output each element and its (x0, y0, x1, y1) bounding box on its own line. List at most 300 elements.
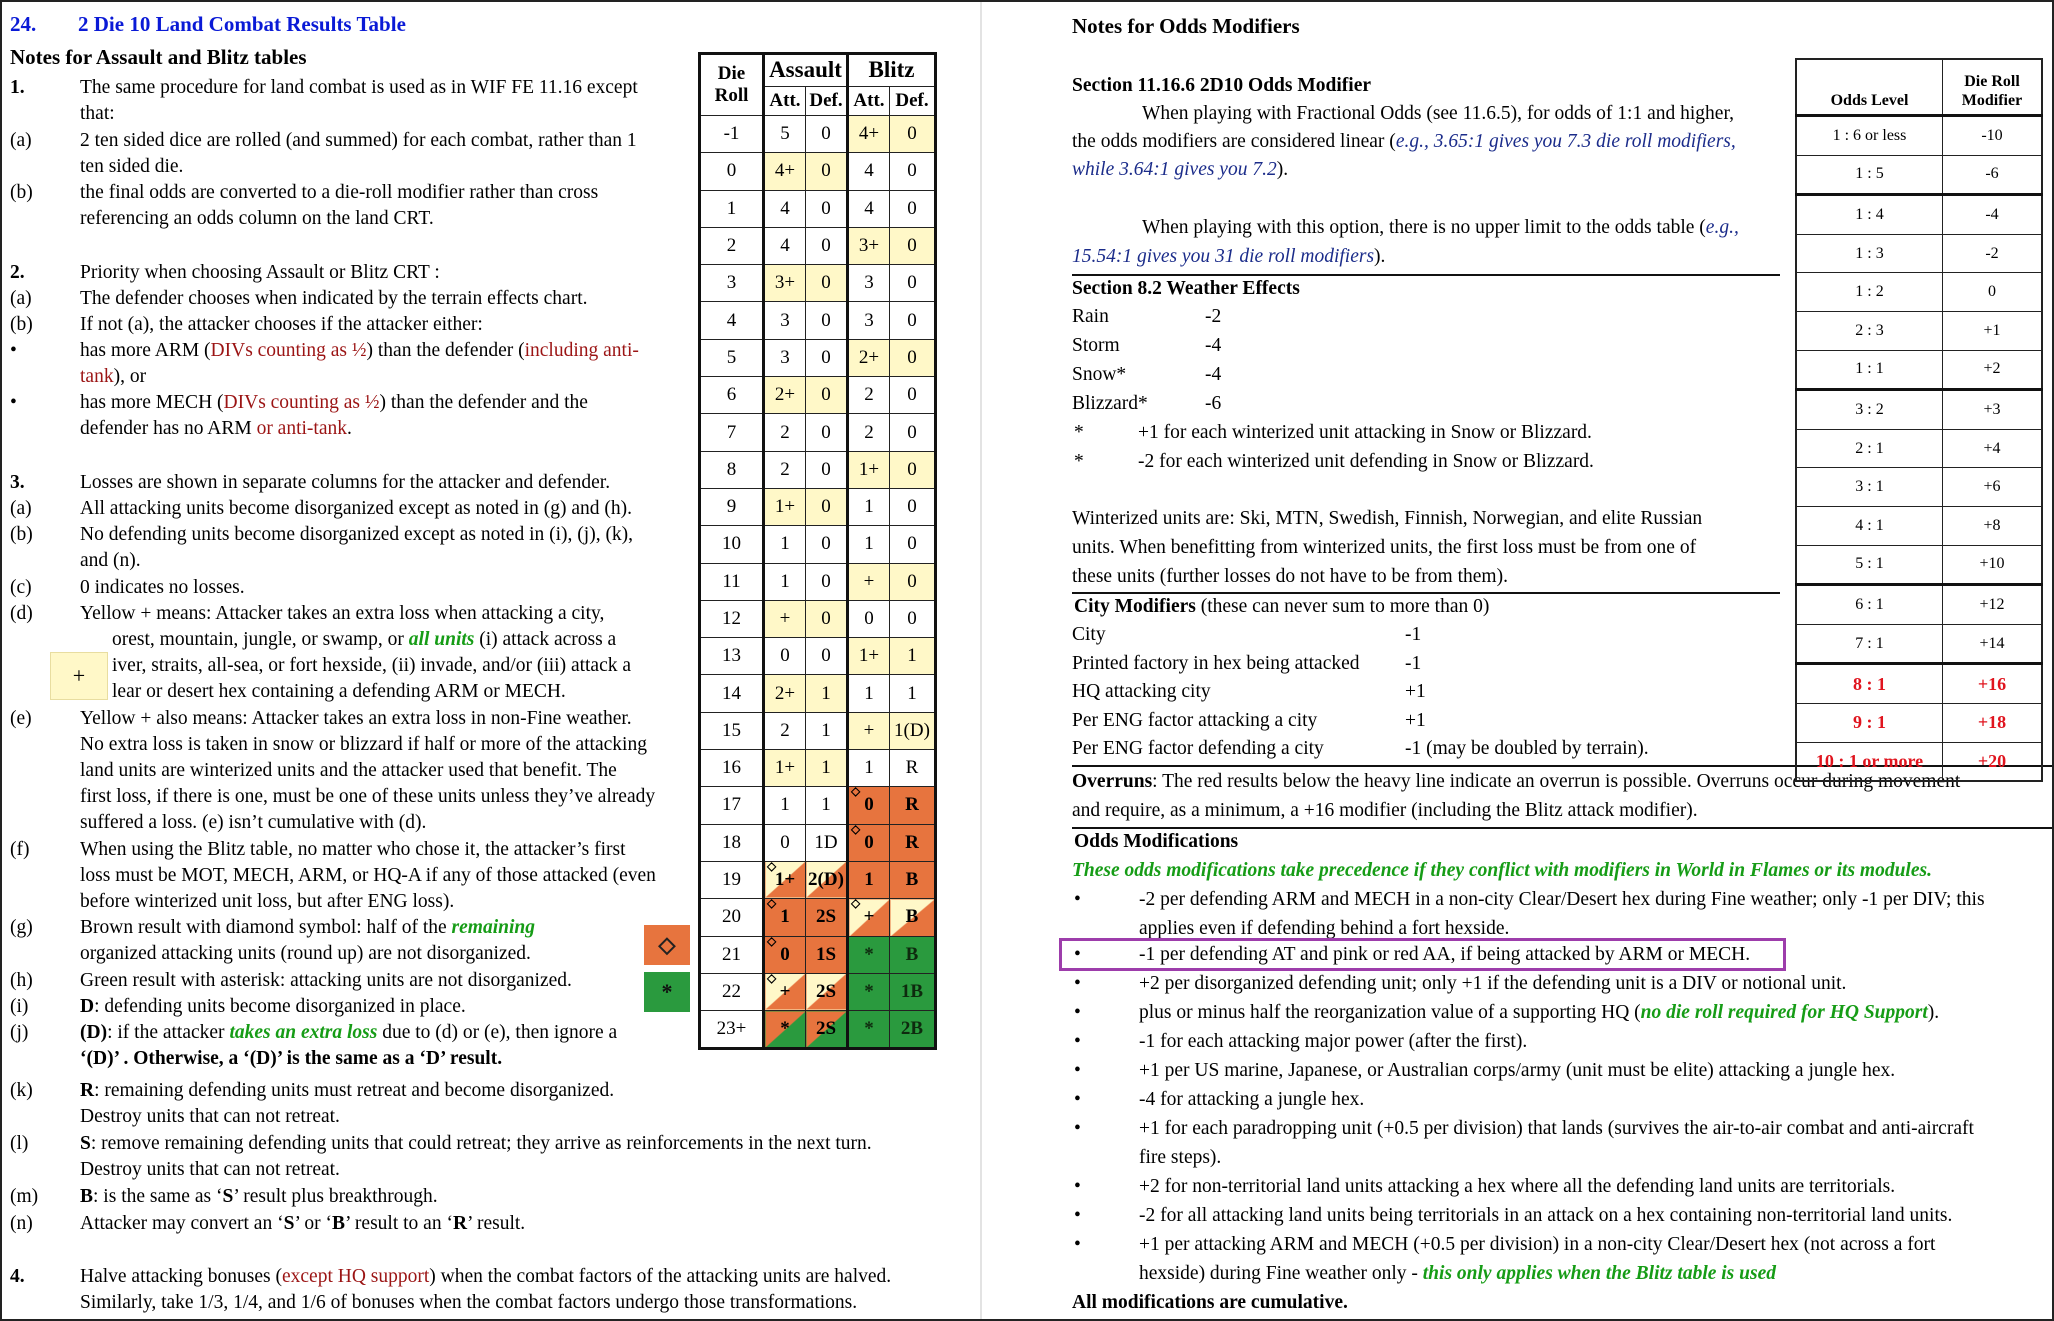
note-3f-line1: When using the Blitz table, no matter who chose it, the attacker’s first (80, 839, 626, 860)
blitz-def-cell: 1 (890, 675, 936, 712)
blitz-def-cell: 1B (890, 973, 936, 1010)
assault-att-cell: 4 (764, 190, 806, 227)
note-3f-line2: loss must be MOT, MECH, ARM, or HQ-A if any of those attacked (even (80, 865, 656, 886)
blitz-def-cell: R (890, 750, 936, 787)
note-2b-line1: If not (a), the attacker chooses if the attacker either: (80, 314, 483, 335)
note-2b-mark: (b) (10, 314, 33, 335)
odds-level-cell: 8 : 1 (1796, 664, 1943, 704)
crt-row (700, 265, 936, 302)
odds-level-cell: 1 : 4 (1796, 195, 1943, 235)
note-2-bullet1-line1: has more ARM (DIVs counting as ½) than the defender (including anti- (80, 340, 639, 361)
modifier-cell: -4 (1943, 195, 2043, 235)
assault-def-cell: 0 (806, 451, 848, 488)
odds-modifier-table (1795, 58, 2043, 782)
blitz-att-cell: + (848, 563, 890, 600)
crt-row (700, 526, 936, 563)
winterized-line3: these units (further losses do not have to be from them). (1072, 566, 1508, 587)
die-roll-cell: 13 (700, 638, 764, 675)
odds-row (1796, 468, 2042, 507)
section-number: 24. (10, 12, 37, 36)
note-4-line2: Similarly, take 1/3, 1/4, and 1/6 of bonuses when the combat factors undergo those transformations. (80, 1292, 858, 1313)
note-3d-line3: iver, straits, all-sea, or fort hexside, (ii) invade, and/or (iii) attack a (112, 655, 632, 676)
die-roll-cell: 2 (700, 227, 764, 264)
weather-star: * (1074, 451, 1084, 472)
blitz-def-cell: B (890, 936, 936, 973)
assault-att-cell: 1+ (764, 488, 806, 525)
section-11166-p5: 15.54:1 gives you 31 die roll modifiers). (1072, 246, 1386, 267)
die-roll-cell: -1 (700, 116, 764, 153)
note-2a-mark: (a) (10, 288, 32, 309)
modifier-cell: +14 (1943, 624, 2043, 664)
blitz-def-cell: 0 (890, 488, 936, 525)
blitz-def-cell: R (890, 787, 936, 824)
assault-def-cell: 0 (806, 526, 848, 563)
odds-modification-line: plus or minus half the reorganization value of a supporting HQ (no die roll required for HQ Support). (1139, 1002, 1940, 1023)
assault-att-cell: 1 (764, 563, 806, 600)
bullet: • (1074, 1205, 1081, 1226)
note-1a-line1: 2 ten sided dice are rolled (and summed) for each combat, rather than 1 (80, 130, 637, 151)
modifier-cell: +16 (1943, 664, 2043, 704)
assault-att-cell: + (764, 600, 806, 637)
blitz-att-cell: 4 (848, 190, 890, 227)
note-3-line1: Losses are shown in separate columns for the attacker and defender. (80, 472, 611, 493)
blitz-def-cell: 0 (890, 227, 936, 264)
crt-row (700, 824, 936, 861)
city-modifier: -1 (1405, 652, 1422, 674)
blitz-def-cell: 1 (890, 638, 936, 675)
bullet: • (1074, 1089, 1081, 1110)
bullet: • (1074, 973, 1081, 994)
assault-att-cell: ◇ + (764, 973, 806, 1010)
note-3j-mark: (j) (10, 1022, 29, 1043)
blitz-def-cell: 0 (890, 265, 936, 302)
blitz-att-cell: 1 (848, 750, 890, 787)
note-3d-line4: lear or desert hex containing a defending ARM or MECH. (112, 681, 566, 702)
blitz-att-cell: 2 (848, 377, 890, 414)
note-3d-mark: (d) (10, 603, 33, 624)
blitz-att-cell: 1+ (848, 451, 890, 488)
cumulative-note: All modifications are cumulative. (1072, 1292, 1348, 1313)
blitz-header: Blitz (848, 54, 936, 87)
asterisk-legend-icon: * (644, 972, 690, 1012)
assault-def-cell: 0 (806, 377, 848, 414)
bullet: • (10, 392, 17, 413)
section-82-head: Section 8.2 Weather Effects (1072, 278, 1300, 299)
note-1-line2: that: (80, 103, 115, 124)
note-3h-mark: (h) (10, 970, 33, 991)
crt-row (700, 861, 936, 898)
odds-modification-line: -2 for all attacking land units being territorials in an attack on a hex containing non-territorial land units. (1139, 1205, 1953, 1226)
weather-note-2: -2 for each winterized unit defending in Snow or Blizzard. (1138, 451, 1594, 472)
assault-def-cell: 2(D) (806, 861, 848, 898)
die-roll-cell: 10 (700, 526, 764, 563)
die-roll-cell: 11 (700, 563, 764, 600)
assault-def-cell: 0 (806, 153, 848, 190)
odds-modification-line: +1 per US marine, Japanese, or Australian corps/army (unit must be elite) attacking a jungle hex. (1139, 1060, 1896, 1081)
note-2-line1: Priority when choosing Assault or Blitz CRT : (80, 262, 440, 283)
die-roll-cell: 23+ (700, 1011, 764, 1049)
odds-row (1796, 742, 2042, 781)
assault-def-cell: 0 (806, 116, 848, 153)
bullet: • (1074, 889, 1081, 910)
assault-def-cell: 1 (806, 712, 848, 749)
die-roll-cell: 4 (700, 302, 764, 339)
modifier-cell: +20 (1943, 742, 2043, 781)
assault-def-cell: 1 (806, 750, 848, 787)
city-modifiers-head: City Modifiers (these can never sum to more than 0) (1074, 596, 1490, 617)
note-3e-line1: Yellow + also means: Attacker takes an extra loss in non-Fine weather. (80, 708, 632, 729)
assault-header: Assault (764, 54, 848, 87)
die-roll-cell: 5 (700, 339, 764, 376)
weather-type: Rain (1072, 306, 1109, 327)
assault-def-header: Def. (806, 86, 848, 115)
note-2-bullet1-line2: tank), or (80, 366, 147, 387)
blitz-att-cell: * (848, 973, 890, 1010)
assault-def-cell: 1 (806, 787, 848, 824)
bullet: • (1074, 1118, 1081, 1139)
assault-att-cell: 4 (764, 227, 806, 264)
overrun-line2: and require, as a minimum, a +16 modifier (including the Blitz attack modifier). (1072, 800, 1698, 821)
note-4-num: 4. (10, 1266, 25, 1287)
blitz-def-cell: 0 (890, 451, 936, 488)
blitz-att-cell: + (848, 712, 890, 749)
assault-def-cell: 0 (806, 638, 848, 675)
assault-def-cell: 2S (806, 1011, 848, 1049)
weather-modifier: -4 (1205, 335, 1222, 356)
crt-row (700, 787, 936, 824)
note-3k-mark: (k) (10, 1080, 33, 1101)
odds-row (1796, 429, 2042, 468)
die-roll-cell: 12 (700, 600, 764, 637)
assault-att-cell: 1 (764, 526, 806, 563)
die-roll-cell: 9 (700, 488, 764, 525)
assault-def-cell: 1D (806, 824, 848, 861)
odds-modification-line: +2 for non-territorial land units attacking a hex where all the defending land units are territorials. (1139, 1176, 1896, 1197)
crt-row (700, 1011, 936, 1049)
blitz-def-cell: 0 (890, 190, 936, 227)
modifier-cell: +2 (1943, 350, 2043, 390)
city-condition: Printed factory in hex being attacked (1072, 652, 1360, 674)
assault-att-cell: ◇ 1 (764, 899, 806, 936)
section-11166-head: Section 11.16.6 2D10 Odds Modifier (1072, 75, 1372, 96)
assault-att-cell: 3+ (764, 265, 806, 302)
blitz-def-cell: R (890, 824, 936, 861)
blitz-att-cell: 3 (848, 265, 890, 302)
odds-row (1796, 234, 2042, 273)
odds-row (1796, 545, 2042, 585)
blitz-def-cell: 0 (890, 600, 936, 637)
city-condition: City (1072, 624, 1106, 645)
note-1b-line2: referencing an odds column on the land CRT. (80, 208, 434, 229)
city-modifier: -1 (1405, 624, 1422, 645)
blitz-att-cell: 1+ (848, 638, 890, 675)
blitz-att-cell: 3 (848, 302, 890, 339)
weather-modifier: -6 (1205, 393, 1222, 414)
assault-att-cell: 2 (764, 712, 806, 749)
note-3a-line1: All attacking units become disorganized except as noted in (g) and (h). (80, 498, 632, 519)
odds-modification-line: -2 per defending ARM and MECH in a non-city Clear/Desert hex during Fine weather; only -1 per DIV; this (1139, 889, 1985, 910)
crt-row (700, 638, 936, 675)
odds-row (1796, 273, 2042, 312)
blitz-att-cell: 0 (848, 600, 890, 637)
note-2-num: 2. (10, 262, 25, 283)
note-3k-line2: Destroy units that can not retreat. (80, 1106, 340, 1127)
modifier-cell: +4 (1943, 429, 2043, 468)
die-roll-cell: 20 (700, 899, 764, 936)
note-3n-mark: (n) (10, 1213, 33, 1234)
notes-heading: Notes for Assault and Blitz tables (10, 45, 307, 69)
crt-row (700, 712, 936, 749)
die-roll-header: Die Roll (700, 54, 764, 116)
page-title: 2 Die 10 Land Combat Results Table (78, 12, 406, 36)
die-roll-cell: 0 (700, 153, 764, 190)
crt-body (700, 116, 936, 1049)
blitz-def-cell: 0 (890, 563, 936, 600)
note-3g-line1: Brown result with diamond symbol: half of the remaining (80, 917, 535, 938)
note-1b-mark: (b) (10, 182, 33, 203)
crt-row (700, 973, 936, 1010)
blitz-att-cell: * (848, 1011, 890, 1049)
odds-level-cell: 2 : 3 (1796, 311, 1943, 350)
odds-row (1796, 350, 2042, 390)
assault-def-cell: 1S (806, 936, 848, 973)
die-roll-cell: 19 (700, 861, 764, 898)
note-1a-mark: (a) (10, 130, 32, 151)
modifier-header: Die Roll Modifier (1943, 59, 2043, 116)
note-3b-line1: No defending units become disorganized except as noted in (i), (j), (k), (80, 524, 634, 545)
section-11166-p3: while 3.64:1 gives you 7.2). (1072, 159, 1289, 180)
blitz-att-cell: * (848, 936, 890, 973)
city-modifier: -1 (may be doubled by terrain). (1405, 738, 1649, 759)
odds-row (1796, 624, 2042, 664)
assault-def-cell: 2S (806, 899, 848, 936)
note-3m-line1: B: is the same as ‘S’ result plus breakthrough. (80, 1186, 438, 1207)
bullet: • (1074, 944, 1081, 965)
note-3c-line1: 0 indicates no losses. (80, 577, 245, 598)
assault-att-cell: ◇ 0 (764, 936, 806, 973)
blitz-def-cell: 0 (890, 526, 936, 563)
yellow-plus-legend: + (50, 652, 108, 700)
note-3m-mark: (m) (10, 1186, 39, 1207)
blitz-def-cell: B (890, 899, 936, 936)
odds-level-cell: 6 : 1 (1796, 585, 1943, 625)
blitz-def-cell: 2B (890, 1011, 936, 1049)
modifier-cell: +3 (1943, 390, 2043, 430)
die-roll-cell: 6 (700, 377, 764, 414)
blitz-att-cell: ◇ 0 (848, 824, 890, 861)
crt-row (700, 339, 936, 376)
odds-level-cell: 7 : 1 (1796, 624, 1943, 664)
note-3b-mark: (b) (10, 524, 33, 545)
assault-def-cell: 0 (806, 414, 848, 451)
modifier-cell: +8 (1943, 506, 2043, 545)
assault-att-cell: * (764, 1011, 806, 1049)
blitz-def-cell: 0 (890, 302, 936, 339)
note-3d-line1: Yellow + means: Attacker takes an extra loss when attacking a city, (80, 603, 605, 624)
bullet: • (1074, 1002, 1081, 1023)
city-modifier: +1 (1405, 709, 1426, 731)
note-4-line1: Halve attacking bonuses (except HQ support) when the combat factors of the attacking units are halved. (80, 1266, 892, 1287)
note-3e-mark: (e) (10, 708, 32, 729)
odds-body (1796, 116, 2042, 782)
odds-level-cell: 1 : 3 (1796, 234, 1943, 273)
odds-row (1796, 311, 2042, 350)
assault-def-cell: 0 (806, 563, 848, 600)
note-3l-mark: (l) (10, 1133, 29, 1154)
weather-note-1: +1 for each winterized unit attacking in Snow or Blizzard. (1138, 422, 1592, 443)
odds-row (1796, 703, 2042, 742)
modifier-cell: +12 (1943, 585, 2043, 625)
assault-att-cell: 1 (764, 787, 806, 824)
assault-att-cell: 2+ (764, 377, 806, 414)
blitz-att-cell: 4 (848, 153, 890, 190)
city-condition: Per ENG factor attacking a city (1072, 709, 1318, 731)
crt-row (700, 675, 936, 712)
odds-level-cell: 1 : 6 or less (1796, 116, 1943, 156)
note-3e-line5: suffered a loss. (e) isn’t cumulative with (d). (80, 812, 427, 833)
note-1-num: 1. (10, 77, 25, 98)
note-2-bullet2-line1: has more MECH (DIVs counting as ½) than the defender and the (80, 392, 588, 413)
note-3j-line2: ‘(D)’ . Otherwise, a ‘(D)’ is the same as a ‘D’ result. (80, 1048, 503, 1069)
assault-def-cell: 2S (806, 973, 848, 1010)
section-11166-p4: When playing with this option, there is no upper limit to the odds table (e.g., (1142, 217, 1739, 238)
assault-att-header: Att. (764, 86, 806, 115)
crt-row (700, 899, 936, 936)
blitz-att-cell: 1 (848, 488, 890, 525)
note-3e-line4: first loss, if there is one, must be one of these units unless they’ve already (80, 786, 656, 807)
odds-level-cell: 3 : 2 (1796, 390, 1943, 430)
modifier-cell: +18 (1943, 703, 2043, 742)
assault-def-cell: 0 (806, 227, 848, 264)
odds-row (1796, 116, 2042, 156)
assault-def-cell: 0 (806, 600, 848, 637)
odds-level-cell: 1 : 5 (1796, 155, 1943, 195)
assault-def-cell: 0 (806, 190, 848, 227)
modifier-cell: -2 (1943, 234, 2043, 273)
blitz-att-header: Att. (848, 86, 890, 115)
bullet: • (1074, 1234, 1081, 1255)
assault-att-cell: 2 (764, 414, 806, 451)
note-1a-line2: ten sided die. (80, 156, 184, 177)
assault-def-cell: 0 (806, 265, 848, 302)
note-3i-line1: D: defending units become disorganized in place. (80, 996, 466, 1017)
blitz-def-cell: 0 (890, 153, 936, 190)
modifier-cell: +6 (1943, 468, 2043, 507)
odds-level-cell: 9 : 1 (1796, 703, 1943, 742)
modifier-cell: +10 (1943, 545, 2043, 585)
odds-notes-title: Notes for Odds Modifiers (1072, 14, 1300, 38)
assault-att-cell: 0 (764, 824, 806, 861)
assault-att-cell: 3 (764, 339, 806, 376)
weather-star: * (1074, 422, 1084, 443)
note-3j-line1: (D): if the attacker takes an extra loss due to (d) or (e), then ignore a (80, 1022, 618, 1043)
blitz-att-cell: 3+ (848, 227, 890, 264)
note-3d-line2: orest, mountain, jungle, or swamp, or all units (i) attack across a (112, 629, 617, 650)
assault-def-cell: 0 (806, 302, 848, 339)
crt-row (700, 153, 936, 190)
odds-modification-line: fire steps). (1139, 1147, 1222, 1168)
blitz-def-cell: 0 (890, 414, 936, 451)
odds-level-cell: 1 : 1 (1796, 350, 1943, 390)
die-roll-cell: 16 (700, 750, 764, 787)
note-3e-line3: land units are winterized units and the attacker used that benefit. The (80, 760, 617, 781)
blitz-att-cell: ◇ + (848, 899, 890, 936)
note-3b-line2: and (n). (80, 550, 141, 571)
weather-type: Snow* (1072, 364, 1127, 385)
blitz-att-cell: 1 (848, 675, 890, 712)
note-3f-mark: (f) (10, 839, 30, 860)
assault-att-cell: 5 (764, 116, 806, 153)
odds-level-cell: 4 : 1 (1796, 506, 1943, 545)
crt-row (700, 227, 936, 264)
odds-modification-line: hexside) during Fine weather only - this only applies when the Blitz table is used (1139, 1263, 1776, 1284)
bullet: • (10, 340, 17, 361)
assault-att-cell: 0 (764, 638, 806, 675)
note-3e-line2: No extra loss is taken in snow or blizzard if half or more of the attacking (80, 734, 647, 755)
odds-row (1796, 390, 2042, 430)
weather-type: Blizzard* (1072, 393, 1148, 414)
crt-row (700, 451, 936, 488)
note-1b-line1: the final odds are converted to a die-roll modifier rather than cross (80, 182, 599, 203)
weather-type: Storm (1072, 335, 1120, 356)
blitz-att-cell: 2 (848, 414, 890, 451)
assault-def-cell: 0 (806, 488, 848, 525)
die-roll-cell: 7 (700, 414, 764, 451)
blitz-def-header: Def. (890, 86, 936, 115)
city-condition: HQ attacking city (1072, 681, 1211, 702)
assault-att-cell: 1+ (764, 750, 806, 787)
weather-modifier: -4 (1205, 364, 1222, 385)
winterized-line2: units. When benefitting from winterized units, the first loss must be from one of (1072, 537, 1697, 558)
odds-row (1796, 155, 2042, 195)
assault-att-cell: ◇ 1+ (764, 861, 806, 898)
blitz-def-cell: 0 (890, 377, 936, 414)
odds-modification-line: -4 for attacking a jungle hex. (1139, 1089, 1365, 1110)
crt-row (700, 302, 936, 339)
assault-att-cell: 2 (764, 451, 806, 488)
odds-row (1796, 664, 2042, 704)
odds-level-cell: 2 : 1 (1796, 429, 1943, 468)
note-3k-line1: R: remaining defending units must retreat and become disorganized. (80, 1080, 615, 1101)
note-2a-line1: The defender chooses when indicated by the terrain effects chart. (80, 288, 588, 309)
odds-modification-line: +1 for each paradropping unit (+0.5 per division) that lands (survives the air-to-air combat and anti-aircraft (1139, 1118, 1974, 1139)
die-roll-cell: 21 (700, 936, 764, 973)
note-3g-mark: (g) (10, 917, 33, 938)
crt-row (700, 750, 936, 787)
odds-row (1796, 585, 2042, 625)
note-3i-mark: (i) (10, 996, 29, 1017)
note-3a-mark: (a) (10, 498, 32, 519)
note-3g-line2: organized attacking units (round up) are not disorganized. (80, 943, 531, 964)
assault-att-cell: 2+ (764, 675, 806, 712)
odds-level-cell: 10 : 1 or more (1796, 742, 1943, 781)
odds-row (1796, 195, 2042, 235)
die-roll-cell: 3 (700, 265, 764, 302)
blitz-def-cell: 1(D) (890, 712, 936, 749)
note-3f-line3: before winterized unit loss, but after ENG loss). (80, 891, 455, 912)
blitz-def-cell: 0 (890, 116, 936, 153)
note-3l-line1: S: remove remaining defending units that could retreat; they arrive as reinforcements in the next turn. (80, 1133, 872, 1154)
modifier-cell: -10 (1943, 116, 2043, 156)
die-roll-cell: 18 (700, 824, 764, 861)
odds-level-cell: 3 : 1 (1796, 468, 1943, 507)
odds-row (1796, 506, 2042, 545)
note-3l-line2: Destroy units that can not retreat. (80, 1159, 340, 1180)
odds-modification-line: +2 per disorganized defending unit; only +1 if the defending unit is a DIV or notional unit. (1139, 973, 1847, 994)
crt-row (700, 414, 936, 451)
modifier-cell: 0 (1943, 273, 2043, 312)
crt-row (700, 116, 936, 153)
